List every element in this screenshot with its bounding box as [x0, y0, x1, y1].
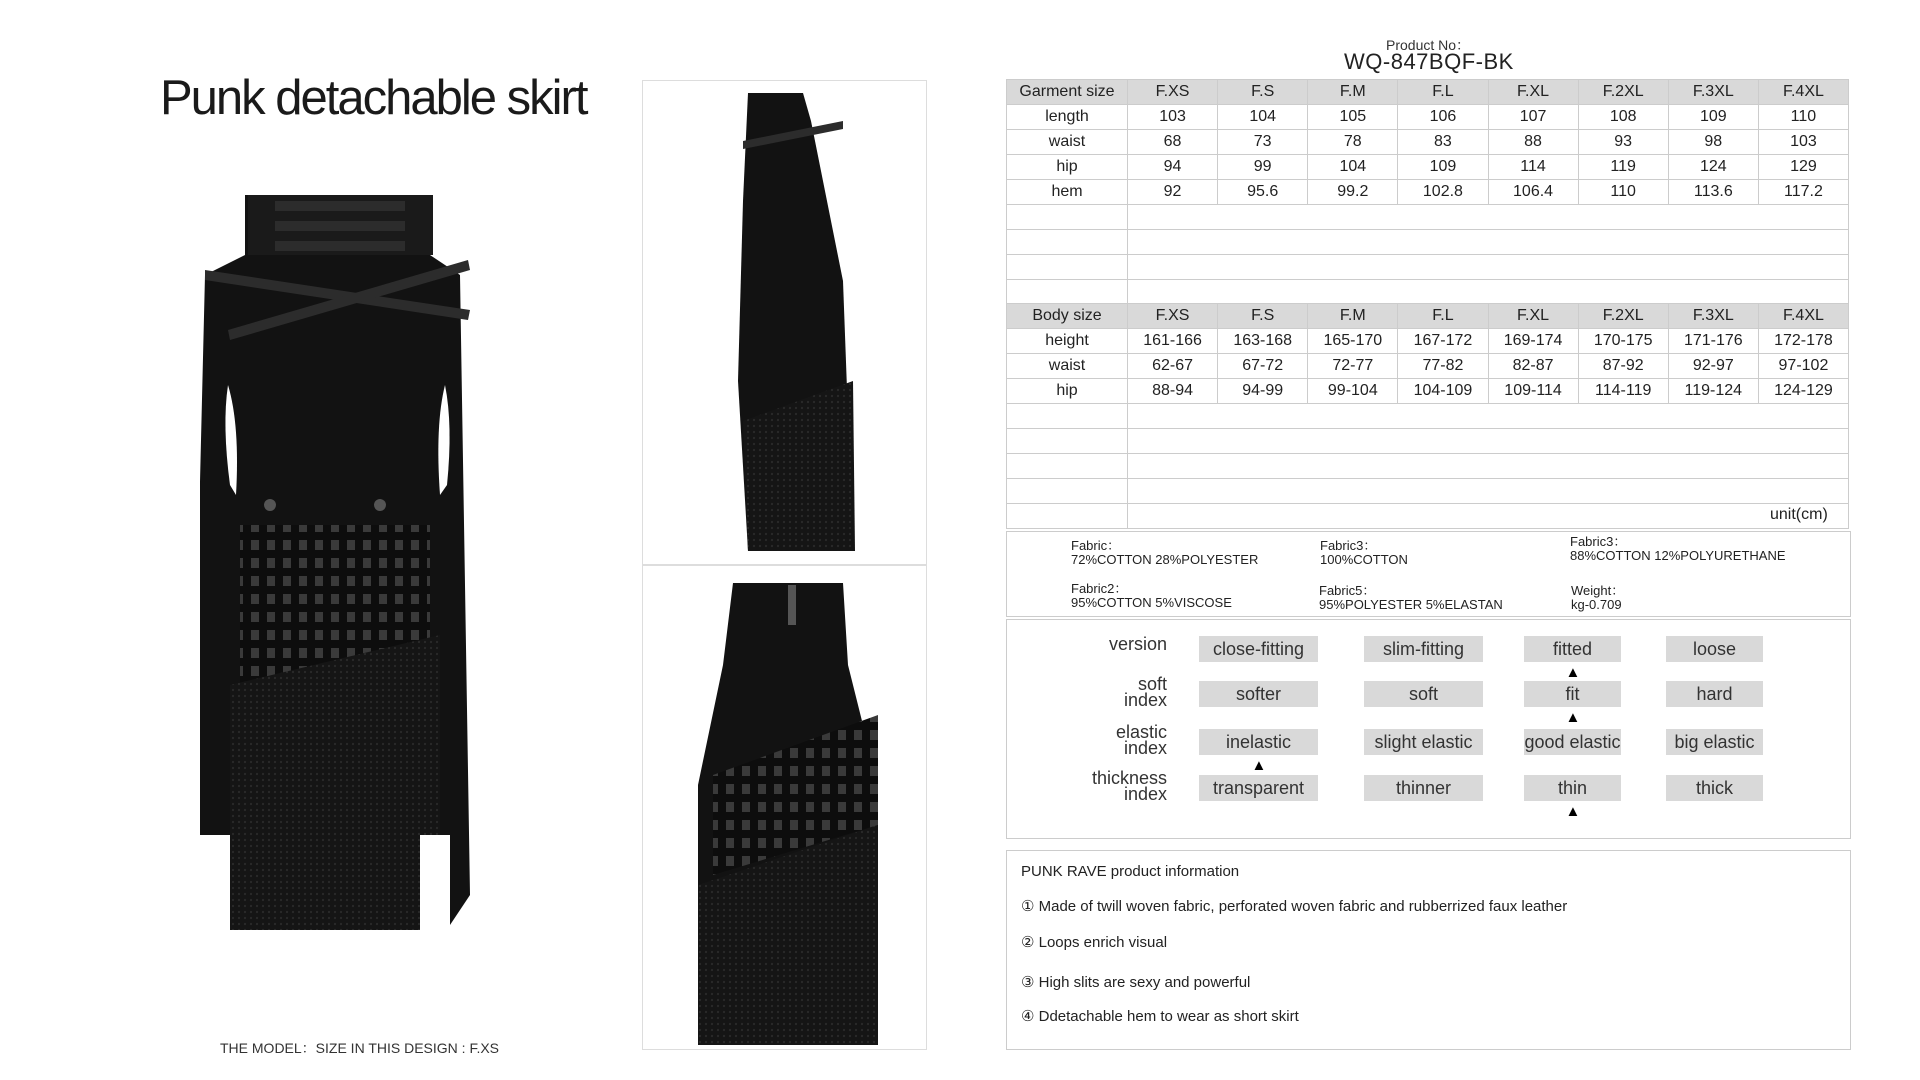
table-cell: 104-109: [1398, 379, 1488, 404]
table-cell: 99-104: [1308, 379, 1398, 404]
back-view-frame: [642, 564, 927, 1050]
size-header: F.M: [1308, 304, 1398, 329]
table-row: [1007, 180, 1849, 205]
table-cell: 106.4: [1488, 180, 1578, 205]
product-number: WQ-847BQF-BK: [1344, 49, 1514, 74]
attribute-option: thin: [1524, 775, 1621, 801]
size-header: F.L: [1398, 80, 1488, 105]
blank-cell: [1128, 255, 1849, 280]
info-item: ④ Ddetachable hem to wear as short skirt: [1021, 1008, 1299, 1025]
fabric-label: Fabric：: [1071, 538, 1121, 553]
size-header: F.XS: [1128, 80, 1218, 105]
attribute-label-line: index: [1123, 690, 1167, 710]
table-row: [1007, 155, 1849, 180]
table-cell: 103: [1758, 130, 1848, 155]
fabric2-value: 95%COTTON 5%VISCOSE: [1071, 595, 1232, 610]
table-cell: 62-67: [1128, 354, 1218, 379]
attribute-option: big elastic: [1666, 729, 1763, 755]
body-header-row: [1007, 304, 1849, 329]
blank-cell: [1128, 454, 1849, 479]
blank-row: [1007, 255, 1849, 280]
side-view-frame: [642, 80, 927, 566]
table-cell: 92-97: [1668, 354, 1758, 379]
fabric3-second-entry: [1570, 535, 1786, 563]
attribute-label: [1007, 724, 1167, 756]
blank-row: [1007, 205, 1849, 230]
table-cell: 109-114: [1488, 379, 1578, 404]
blank-cell: [1007, 504, 1128, 529]
size-header: F.3XL: [1668, 304, 1758, 329]
table-cell: 88-94: [1128, 379, 1218, 404]
table-cell: 165-170: [1308, 329, 1398, 354]
attribute-option: close-fitting: [1199, 636, 1318, 662]
table-cell: 119-124: [1668, 379, 1758, 404]
attribute-option: fitted: [1524, 636, 1621, 662]
attribute-option: slight elastic: [1364, 729, 1483, 755]
size-header: F.3XL: [1668, 80, 1758, 105]
selected-marker-icon: ▲: [1565, 709, 1581, 726]
table-cell: 163-168: [1218, 329, 1308, 354]
fabric2-entry: [1071, 582, 1232, 610]
table-cell: 106: [1398, 105, 1488, 130]
table-cell: 114-119: [1578, 379, 1668, 404]
fabric3-second-value: 88%COTTON 12%POLYURETHANE: [1570, 548, 1786, 563]
table-row: [1007, 105, 1849, 130]
size-header: F.S: [1218, 304, 1308, 329]
size-header: F.XL: [1488, 304, 1578, 329]
table-cell: 107: [1488, 105, 1578, 130]
table-cell: 105: [1308, 105, 1398, 130]
size-header: F.2XL: [1578, 304, 1668, 329]
attribute-option: slim-fitting: [1364, 636, 1483, 662]
table-cell: 99.2: [1308, 180, 1398, 205]
blank-cell: [1128, 429, 1849, 454]
row-label: length: [1007, 105, 1128, 130]
fabric-info-box: [1006, 531, 1851, 617]
weight-value: kg-0.709: [1571, 597, 1622, 612]
weight-label: Weight：: [1571, 583, 1625, 598]
blank-cell: [1007, 429, 1128, 454]
table-cell: 78: [1308, 130, 1398, 155]
fabric2-label: Fabric2：: [1071, 581, 1128, 596]
size-header: F.4XL: [1758, 80, 1848, 105]
table-cell: 170-175: [1578, 329, 1668, 354]
side-product-photo: [643, 81, 926, 565]
attribute-label-line: version: [1108, 634, 1167, 654]
selected-marker-icon: ▲: [1251, 757, 1267, 774]
table-cell: 161-166: [1128, 329, 1218, 354]
blank-row: [1007, 280, 1849, 305]
blank-cell: [1128, 504, 1849, 529]
table-cell: 119: [1578, 155, 1668, 180]
info-item: ② Loops enrich visual: [1021, 934, 1168, 951]
table-cell: 117.2: [1758, 180, 1848, 205]
blank-cell: [1007, 479, 1128, 504]
blank-row: [1007, 479, 1849, 504]
table-row: [1007, 354, 1849, 379]
garment-size-table: [1006, 79, 1849, 305]
blank-cell: [1128, 230, 1849, 255]
table-cell: 109: [1668, 105, 1758, 130]
table-cell: 82-87: [1488, 354, 1578, 379]
size-header: F.M: [1308, 80, 1398, 105]
table-cell: 88: [1488, 130, 1578, 155]
attribute-option: soft: [1364, 681, 1483, 707]
back-product-photo: [643, 565, 926, 1049]
attribute-label-line: index: [1123, 738, 1167, 758]
attribute-option: transparent: [1199, 775, 1318, 801]
blank-cell: [1007, 280, 1128, 305]
size-header: F.4XL: [1758, 304, 1848, 329]
size-header: F.2XL: [1578, 80, 1668, 105]
table-cell: 93: [1578, 130, 1668, 155]
attribute-option: hard: [1666, 681, 1763, 707]
row-label: waist: [1007, 354, 1128, 379]
table-cell: 73: [1218, 130, 1308, 155]
attribute-label-line: elastic: [1115, 722, 1167, 742]
table-cell: 72-77: [1308, 354, 1398, 379]
info-heading: PUNK RAVE product information: [1021, 863, 1240, 880]
table-cell: 95.6: [1218, 180, 1308, 205]
fabric-entry: [1071, 539, 1258, 567]
table-cell: 103: [1128, 105, 1218, 130]
attribute-label-line: index: [1123, 784, 1167, 804]
table-cell: 171-176: [1668, 329, 1758, 354]
attribute-option: loose: [1666, 636, 1763, 662]
table-cell: 114: [1488, 155, 1578, 180]
fabric3-label: Fabric3：: [1320, 538, 1377, 553]
row-label: hip: [1007, 379, 1128, 404]
table-cell: 104: [1218, 105, 1308, 130]
product-number-label: Product No：: [1386, 37, 1471, 53]
table-cell: 104: [1308, 155, 1398, 180]
fabric5-label: Fabric5：: [1319, 583, 1376, 598]
row-label: height: [1007, 329, 1128, 354]
fabric-value: 72%COTTON 28%POLYESTER: [1071, 552, 1259, 567]
selected-marker-icon: ▲: [1565, 803, 1581, 820]
size-header: F.L: [1398, 304, 1488, 329]
table-row: [1007, 130, 1849, 155]
table-cell: 167-172: [1398, 329, 1488, 354]
body-size-table: [1006, 303, 1849, 529]
attribute-option: fit: [1524, 681, 1621, 707]
attribute-option: good elastic: [1524, 729, 1621, 755]
table-cell: 169-174: [1488, 329, 1578, 354]
table-cell: 109: [1398, 155, 1488, 180]
blank-row: [1007, 454, 1849, 479]
attribute-label: [1007, 770, 1167, 802]
fit-attributes-box: [1006, 619, 1851, 839]
row-label: hip: [1007, 155, 1128, 180]
blank-cell: [1128, 479, 1849, 504]
table-header-label: Body size: [1007, 304, 1128, 329]
blank-cell: [1128, 205, 1849, 230]
attribute-label: [1007, 636, 1167, 652]
table-cell: 94-99: [1218, 379, 1308, 404]
table-cell: 108: [1578, 105, 1668, 130]
table-cell: 110: [1758, 105, 1848, 130]
table-cell: 102.8: [1398, 180, 1488, 205]
blank-cell: [1007, 404, 1128, 429]
front-product-photo: [200, 195, 500, 1045]
table-cell: 83: [1398, 130, 1488, 155]
info-item: ① Made of twill woven fabric, perforated woven fabric and rubberrized faux leather: [1021, 898, 1568, 915]
table-cell: 87-92: [1578, 354, 1668, 379]
table-cell: 110: [1578, 180, 1668, 205]
table-cell: 92: [1128, 180, 1218, 205]
fabric5-entry: [1319, 584, 1503, 612]
blank-cell: [1007, 205, 1128, 230]
table-cell: 98: [1668, 130, 1758, 155]
size-header: F.XL: [1488, 80, 1578, 105]
info-item: ③ High slits are sexy and powerful: [1021, 974, 1251, 991]
table-cell: 77-82: [1398, 354, 1488, 379]
size-header: F.XS: [1128, 304, 1218, 329]
table-row: [1007, 379, 1849, 404]
table-cell: 94: [1128, 155, 1218, 180]
attribute-option: thick: [1666, 775, 1763, 801]
table-cell: 129: [1758, 155, 1848, 180]
row-label: hem: [1007, 180, 1128, 205]
attribute-option: softer: [1199, 681, 1318, 707]
fabric3-value: 100%COTTON: [1320, 552, 1408, 567]
blank-row: [1007, 404, 1849, 429]
fabric3-second-label: Fabric3：: [1570, 534, 1627, 549]
table-cell: 99: [1218, 155, 1308, 180]
unit-label: unit(cm): [1770, 506, 1828, 523]
weight-entry: [1571, 584, 1624, 612]
garment-header-row: [1007, 80, 1849, 105]
blank-row: [1007, 230, 1849, 255]
size-header: F.S: [1218, 80, 1308, 105]
blank-cell: [1007, 454, 1128, 479]
blank-row: [1007, 429, 1849, 454]
selected-marker-icon: ▲: [1565, 664, 1581, 681]
table-header-label: Garment size: [1007, 80, 1128, 105]
blank-cell: [1007, 255, 1128, 280]
body-body: [1007, 329, 1849, 529]
attribute-option: inelastic: [1199, 729, 1318, 755]
attribute-option: thinner: [1364, 775, 1483, 801]
row-label: waist: [1007, 130, 1128, 155]
table-cell: 97-102: [1758, 354, 1848, 379]
blank-cell: [1128, 404, 1849, 429]
table-cell: 68: [1128, 130, 1218, 155]
page-title: Punk detachable skirt: [160, 71, 587, 125]
table-cell: 172-178: [1758, 329, 1848, 354]
blank-row: [1007, 504, 1849, 529]
table-row: [1007, 329, 1849, 354]
blank-cell: [1007, 230, 1128, 255]
fabric3-entry: [1320, 539, 1408, 567]
model-size-caption: THE MODEL：SIZE IN THIS DESIGN : F.XS: [220, 1040, 500, 1056]
garment-body: [1007, 105, 1849, 305]
table-cell: 67-72: [1218, 354, 1308, 379]
table-cell: 124-129: [1758, 379, 1848, 404]
product-info-box: [1006, 850, 1851, 1050]
attribute-label-line: soft: [1137, 674, 1167, 694]
attribute-label-line: thickness: [1091, 768, 1167, 788]
table-cell: 124: [1668, 155, 1758, 180]
table-cell: 113.6: [1668, 180, 1758, 205]
fabric5-value: 95%POLYESTER 5%ELASTAN: [1319, 597, 1503, 612]
blank-cell: [1128, 280, 1849, 305]
attribute-label: [1007, 676, 1167, 708]
